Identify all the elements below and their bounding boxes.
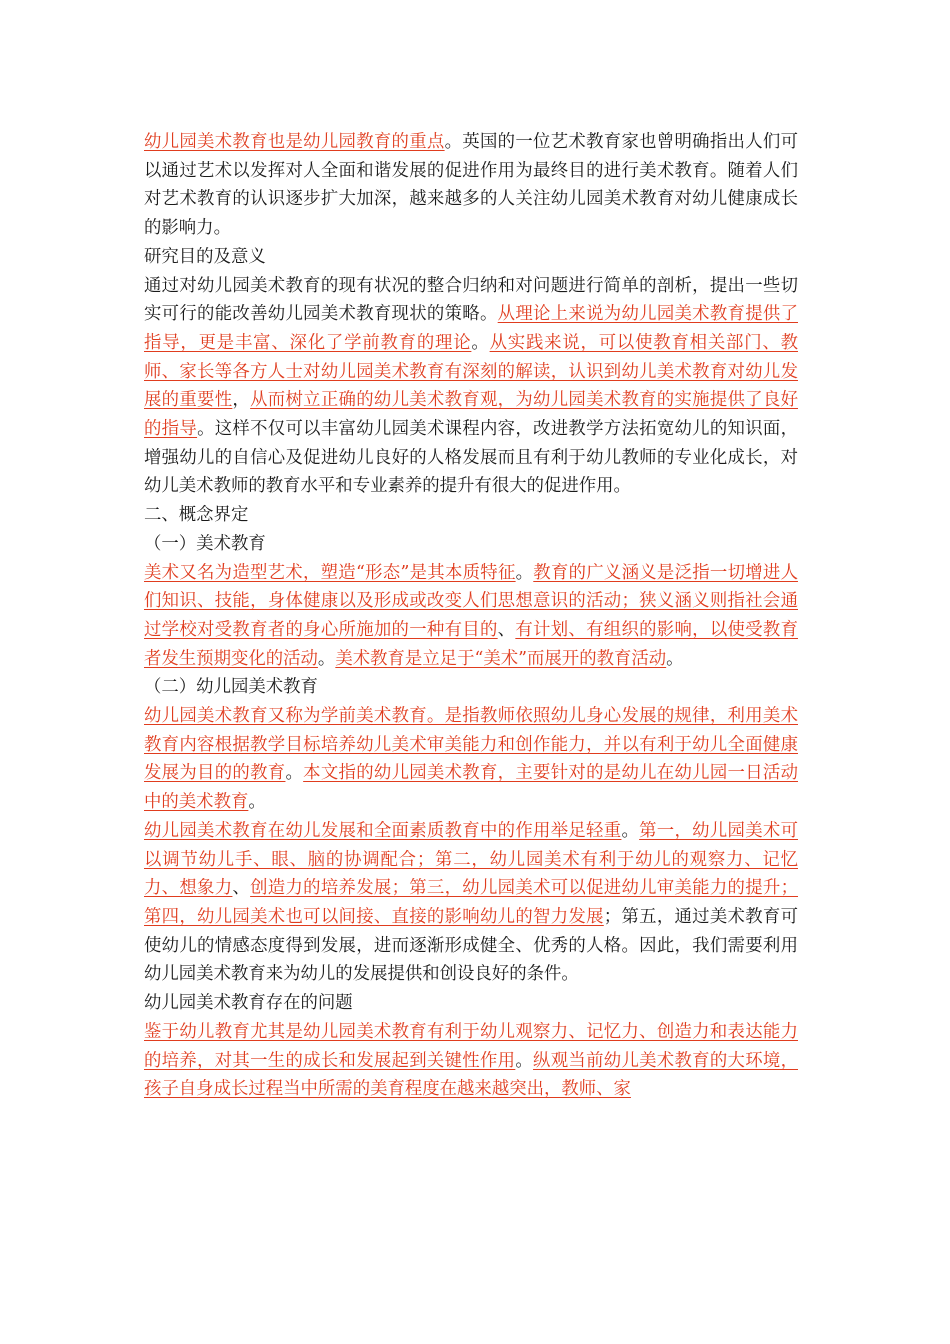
- text-segment: 。: [515, 1050, 534, 1071]
- section-heading: [144, 989, 798, 1018]
- body-paragraph: [144, 272, 798, 502]
- highlighted-text-segment: 从理论上来说为幼儿园美术教育提供了指导，更是丰富、深化了学前教育的理论: [144, 304, 798, 353]
- text-segment: 通过对幼儿园美术教育的现有状况的整合归纳和对问题进行简单的剖析，提出一些切实可行的能改善幼儿园美术教育现状的策略。: [144, 275, 798, 325]
- highlighted-text-segment: 鉴于幼儿教育尤其是幼儿园美术教育有利于幼儿观察力、记忆力、创造力和表达能力的培养，对其一生的成长和发展起到关键性作用: [144, 1021, 798, 1071]
- highlighted-text-segment: 从实践来说，可以使教育相关部门、教师、家长等各方人士对幼儿园美术教育有深刻的解读，认识到幼儿美术教育对幼儿发展的重要性: [144, 332, 798, 411]
- text-segment: 研究目的及意义: [144, 246, 266, 267]
- highlighted-text-segment: 从而树立正确的幼儿美术教育观，为幼儿园美术教育的实施提供了良好的指导: [144, 390, 798, 440]
- text-segment: 。英国的一位艺术教育家也曾明确指出人们可以通过艺术以发挥对人全面和谐发展的促进作用为最终目的进行美术教育。随着人们对艺术教育的认识逐步扩大加深，越来越多的人关注幼儿园美术教育对幼儿健康成长的影响力。: [144, 132, 798, 239]
- highlighted-text-segment: 美术又名为造型艺术，塑造“形态”是其本质特征: [144, 562, 516, 583]
- section-heading: [144, 243, 798, 272]
- text-segment: 。: [621, 820, 640, 841]
- section-heading: [144, 530, 798, 559]
- text-segment: （一）美术教育: [144, 533, 266, 554]
- text-segment: 幼儿园美术教育存在的问题: [144, 993, 353, 1014]
- highlighted-text-segment: 有计划、有组织的影响，以使受教育者发生预期变化的活动: [144, 619, 798, 669]
- text-segment: 、: [232, 878, 251, 899]
- document-body: [144, 128, 798, 1104]
- highlighted-text-segment: 本文指的幼儿园美术教育，主要针对的是幼儿在幼儿园一日活动中的美术教育: [144, 763, 798, 813]
- body-paragraph: [144, 702, 798, 817]
- text-segment: 。: [471, 332, 490, 353]
- text-segment: ；第五，通过美术教育可使幼儿的情感态度得到发展，进而逐渐形成健全、优秀的人格。因此，我们需要利用幼儿园美术教育来为幼儿的发展提供和创设良好的条件。: [144, 906, 798, 985]
- highlighted-text-segment: 幼儿园美术教育又称为学前美术教育。是指教师依照幼儿身心发展的规律，利用美术教育内容根据教学目标培养幼儿美术审美能力和创作能力，并以有利于幼儿全面健康发展为目的的教育: [144, 706, 798, 784]
- text-segment: （二）幼儿园美术教育: [144, 677, 318, 698]
- highlighted-text-segment: 美术教育是立足于“美术”而展开的教育活动: [335, 648, 667, 669]
- body-paragraph: [144, 817, 798, 989]
- section-heading: [144, 501, 798, 530]
- body-paragraph: [144, 1018, 798, 1104]
- text-segment: 。: [248, 792, 266, 813]
- highlighted-text-segment: 第一，幼儿园美术可以调节幼儿手、眼、脑的协调配合；第二，幼儿园美术有利于幼儿的观察力、记忆力、想象力: [144, 820, 798, 899]
- highlighted-text-segment: 纵观当前幼儿美术教育的大环境，孩子自身成长过程当中所需的美育程度在越来越突出，教师、家: [144, 1050, 798, 1100]
- text-segment: 、: [497, 619, 516, 640]
- text-segment: 。: [317, 648, 336, 669]
- highlighted-text-segment: 幼儿园美术教育在幼儿发展和全面素质教育中的作用举足轻重: [144, 820, 622, 841]
- text-segment: ，: [232, 390, 251, 411]
- text-segment: 。: [666, 648, 684, 669]
- text-segment: 二、概念界定: [144, 505, 249, 526]
- text-segment: 。: [285, 763, 304, 784]
- highlighted-text-segment: 创造力的培养发展；第三，幼儿园美术可以促进幼儿审美能力的提升；第四，幼儿园美术也可以间接、直接的影响幼儿的智力发展: [144, 878, 798, 927]
- text-segment: 。: [515, 562, 534, 583]
- highlighted-text-segment: 教育的广义涵义是泛指一切增进人们知识、技能，身体健康以及形成或改变人们思想意识的活动；狭义涵义则指社会通过学校对受教育者的身心所施加的一种有目的: [144, 562, 798, 640]
- body-paragraph: [144, 128, 798, 243]
- body-paragraph: [144, 559, 798, 674]
- section-heading: [144, 673, 798, 702]
- text-segment: 。这样不仅可以丰富幼儿园美术课程内容，改进教学方法拓宽幼儿的知识面，增强幼儿的自信心及促进幼儿良好的人格发展而且有利于幼儿教师的专业化成长，对幼儿美术教师的教育水平和专业素养的提升有很大的促进作用。: [144, 419, 798, 497]
- highlighted-text-segment: 幼儿园美术教育也是幼儿园教育的重点: [144, 132, 445, 152]
